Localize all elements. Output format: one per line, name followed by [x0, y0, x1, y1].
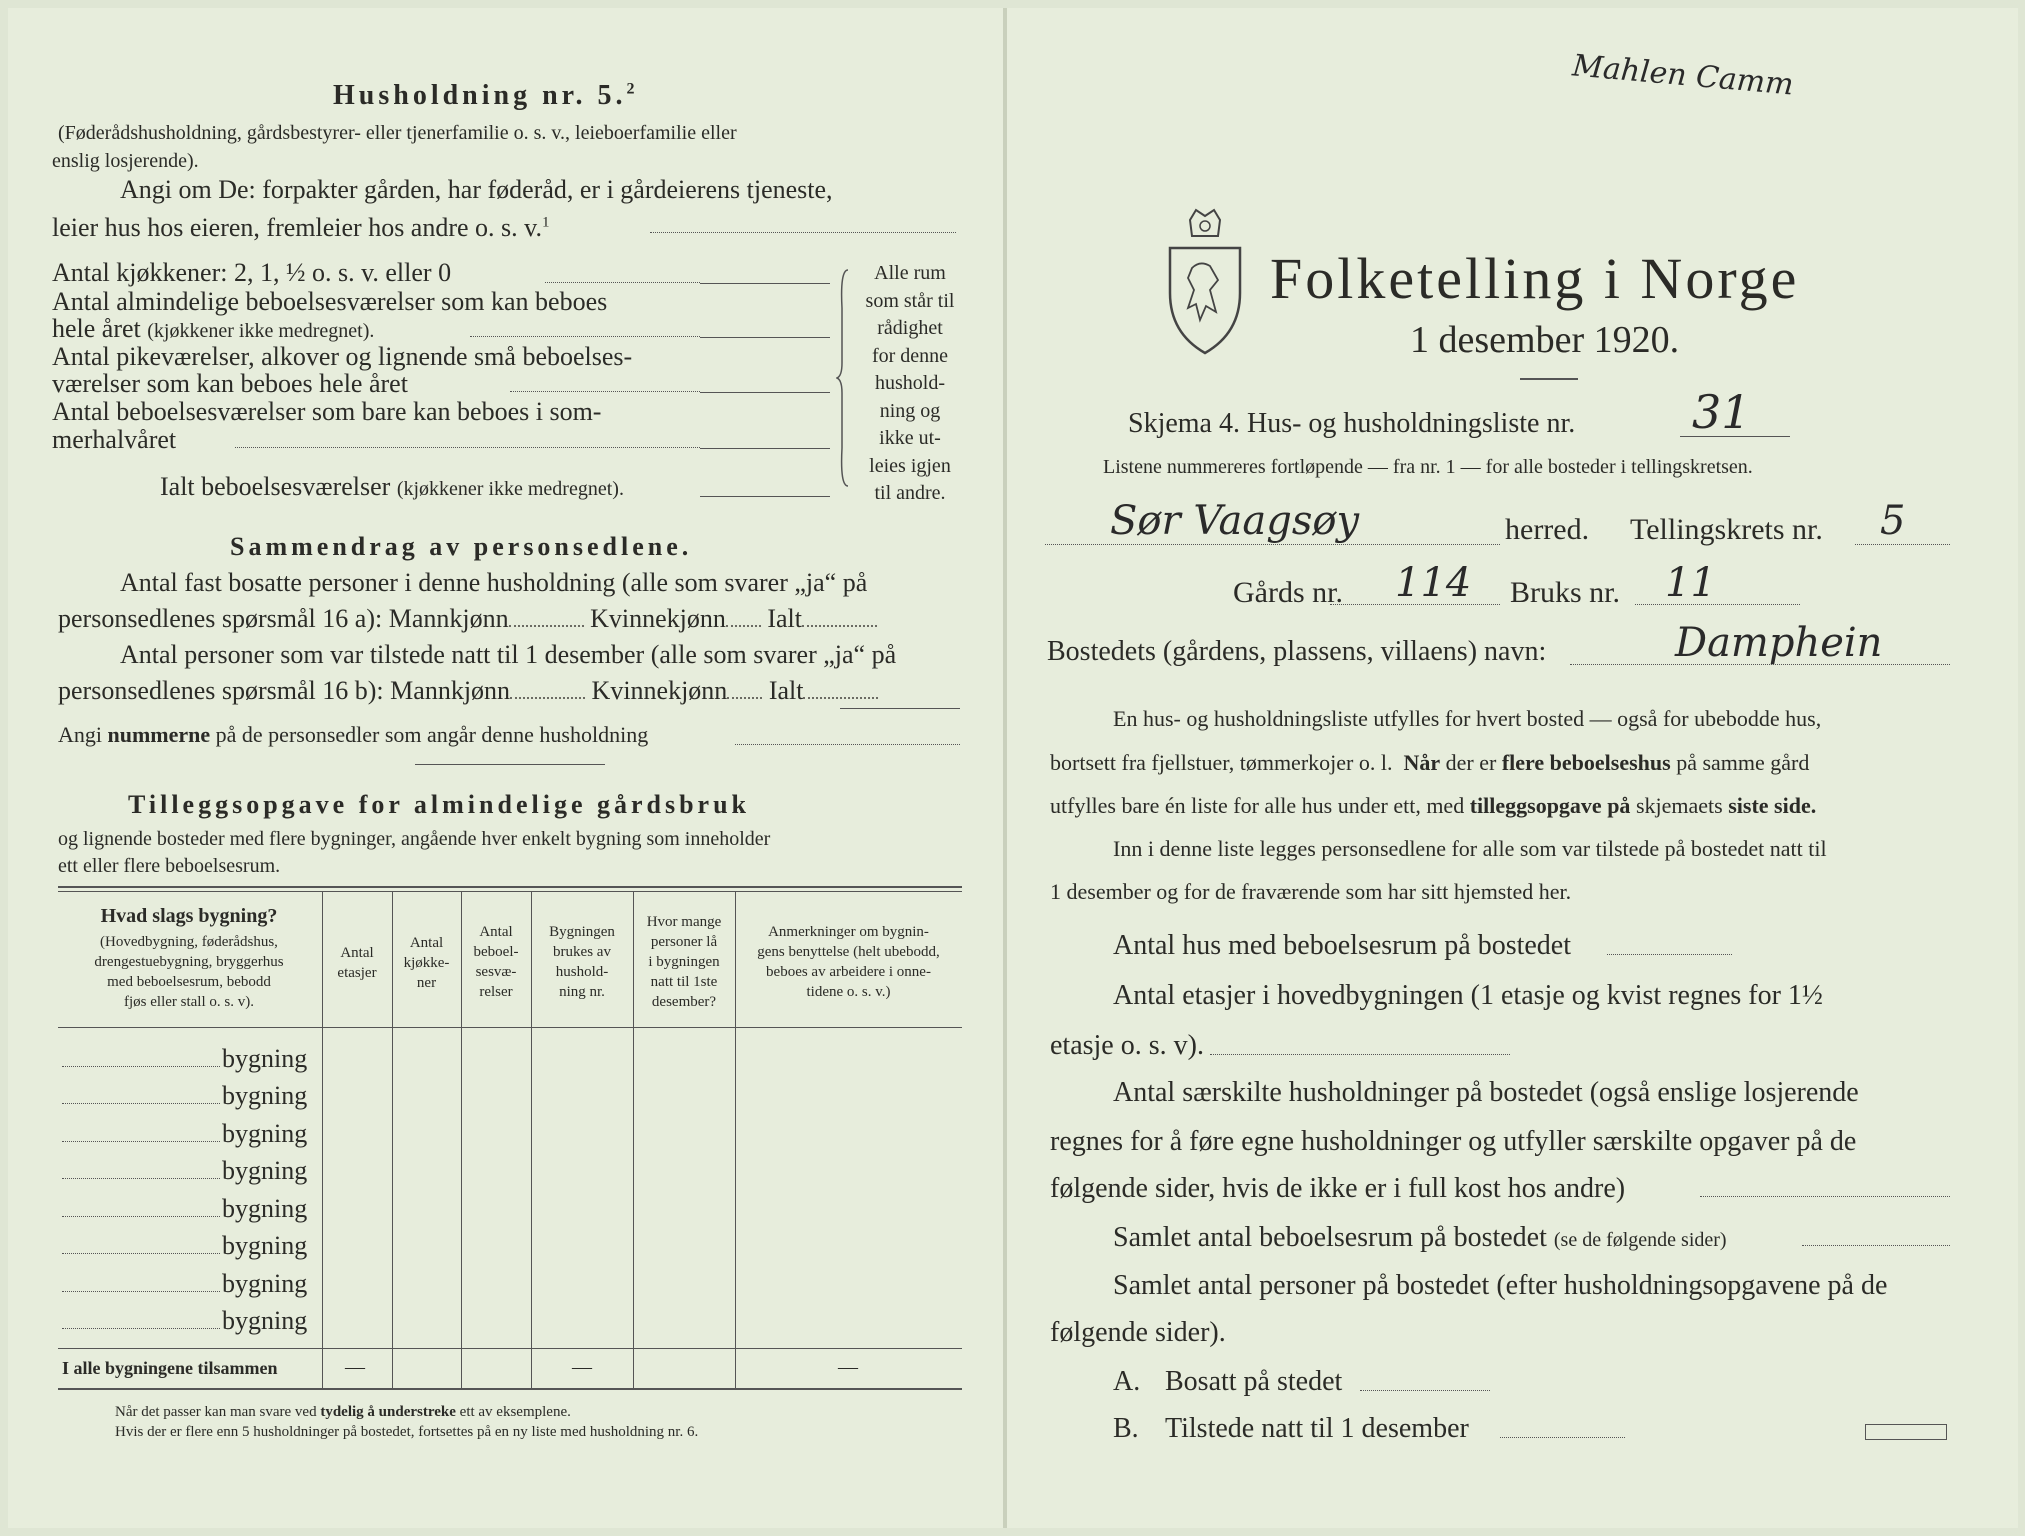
- side-note: Alle rum som står til rådighet for denne hushold- ning og ikke ut- leies igjen til andre.: [865, 262, 955, 504]
- table-row-7-label: bygning: [222, 1269, 308, 1298]
- bruks-value[interactable]: 11: [1665, 560, 1716, 606]
- summary-line-1: Antal fast bosatte personer i denne husholdning (alle som svarer „ja“ på: [120, 568, 868, 597]
- list-number[interactable]: 31: [1692, 385, 1751, 439]
- table-total-border: [58, 1348, 962, 1349]
- household-note-1: (Føderådshusholdning, gårdsbestyrer- eller tjenerfamilie o. s. v., leieboerfamilie eller: [58, 122, 737, 144]
- coat-of-arms-icon: [1160, 208, 1250, 358]
- q-b-label: Tilstede natt til 1 desember: [1165, 1413, 1469, 1444]
- person-numbers-line[interactable]: [735, 744, 960, 745]
- table-top-border-2: [58, 891, 962, 892]
- gards-label: Gårds nr.: [1233, 576, 1343, 609]
- table-row-2-label: bygning: [222, 1081, 308, 1110]
- extra-line-1: og lignende bosteder med flere bygninger, angående hver enkelt bygning som inneholder: [58, 828, 771, 850]
- table-row-6-label: bygning: [222, 1231, 308, 1260]
- q-floors-a: Antal etasjer i hovedbygningen (1 etasje og kvist regnes for 1½: [1113, 980, 1823, 1011]
- footnote-1: Når det passer kan man svare ved tydelig å understreke ett av eksemplene.: [115, 1404, 571, 1420]
- summary-line-3: Antal personer som var tilstede natt til 1 desember (alle som svarer „ja“ på: [120, 640, 897, 669]
- list-number-line: [1680, 436, 1790, 437]
- q-a-label: Bosatt på stedet: [1165, 1366, 1343, 1397]
- col-header-rooms: Antal beboel- sesvæ- relser: [473, 924, 519, 1000]
- skjema-label: Skjema 4. Hus- og husholdningsliste nr.: [1128, 408, 1576, 439]
- gards-value[interactable]: 114: [1395, 560, 1472, 606]
- extra-title: Tilleggsopgave for almindelige gårdsbruk: [128, 790, 751, 819]
- angi-line-1: Angi om De: forpakter gården, har føderåd, er i gårdeierens tjeneste,: [120, 175, 833, 204]
- col-header-building-sub: (Hovedbygning, føderådshus, drengestuebygning, bryggerhus med beboelsesrum, bebodd fjøs eller stall o. s. v).: [94, 934, 284, 1010]
- bosted-line: [1570, 664, 1950, 665]
- table-row-8-input[interactable]: [62, 1328, 220, 1329]
- rooms-small-b: værelser som kan beboes hele året: [52, 369, 408, 398]
- herred-value[interactable]: Sør Vaagsøy: [1110, 498, 1360, 544]
- summary-line-4: personsedlenes spørsmål 16 b): Mannkjønn Kvinnekjønn Ialt: [58, 676, 878, 706]
- bosted-label: Bostedets (gårdens, plassens, villaens) navn:: [1047, 636, 1547, 667]
- summary-total-underline: [840, 708, 960, 709]
- instr-line-2: bortsett fra fjellstuer, tømmerkojer o. l. Når der er flere beboelseshus på samme gård: [1050, 750, 1810, 775]
- summer-dots: [235, 447, 700, 448]
- col-header-floors: Antal etasjer: [337, 945, 377, 981]
- handwritten-signature: Mahlen Camm: [1570, 48, 1795, 103]
- tellingskrets-value[interactable]: 5: [1880, 498, 1906, 544]
- summary-line-5: Angi nummerne på de personsedler som angår denne husholdning: [58, 722, 649, 747]
- table-row-4-input[interactable]: [62, 1178, 220, 1179]
- table-top-border: [58, 886, 962, 888]
- bruks-line: [1635, 604, 1800, 605]
- q-households-line[interactable]: [1700, 1196, 1950, 1197]
- household-title: Husholdning nr. 5.$^2$: [333, 80, 639, 111]
- col-header-remarks: Anmerkninger om bygnin- gens benyttelse (helt ubebodd, beboes av arbeidere i onne- tidene o. s. v.): [757, 924, 940, 1000]
- title-divider: [1520, 378, 1578, 380]
- tellingskrets-line: [1855, 544, 1950, 545]
- page-fold: [1003, 8, 1007, 1528]
- angi-line-2: leier hus hos eieren, fremleier hos andre o. s. v.$^1$: [52, 213, 550, 242]
- q-a-line[interactable]: [1360, 1390, 1490, 1391]
- table-row-1-label: bygning: [222, 1044, 308, 1073]
- household-note-2: enslig losjerende).: [52, 150, 199, 172]
- instr-line-5: 1 desember og for de fraværende som har sitt hjemsted her.: [1050, 879, 1572, 904]
- rooms-small-a: Antal pikeværelser, alkover og lignende små beboelses-: [52, 342, 633, 371]
- rooms-ordinary-a: Antal almindelige beboelsesværelser som kan beboes: [52, 287, 608, 316]
- kitchens-dots: [545, 282, 700, 283]
- rooms-summer-a: Antal beboelsesværelser som bare kan beboes i som-: [52, 397, 602, 426]
- table-row-6-input[interactable]: [62, 1253, 220, 1254]
- col-header-building: Hvad slags bygning?: [100, 905, 278, 927]
- total-household-dash: —: [572, 1356, 592, 1378]
- table-row-4-label: bygning: [222, 1156, 308, 1185]
- gards-line: [1330, 604, 1500, 605]
- q-households-a: Antal særskilte husholdninger på bostedet (også enslige losjerende: [1113, 1077, 1859, 1108]
- bruks-label: Bruks nr.: [1510, 576, 1621, 609]
- table-row-2-input[interactable]: [62, 1103, 220, 1104]
- document-title: Folketelling i Norge: [1270, 246, 1800, 311]
- q-households-b: regnes for å føre egne husholdninger og utfyller særskilte opgaver på de: [1050, 1126, 1857, 1157]
- footnote-2: Hvis der er flere enn 5 husholdninger på bostedet, fortsettes på en ny liste med husholdning nr. 6.: [115, 1424, 699, 1440]
- listene-note: Listene nummereres fortløpende — fra nr. 1 — for alle bosteder i tellingskretsen.: [1103, 456, 1753, 478]
- q-total-persons-a: Samlet antal personer på bostedet (efter husholdningsopgavene på de: [1113, 1270, 1888, 1301]
- q-houses-line[interactable]: [1607, 954, 1732, 955]
- extra-line-2: ett eller flere beboelsesrum.: [58, 855, 281, 877]
- rooms-total: Ialt beboelsesværelser (kjøkkener ikke medregnet).: [160, 472, 624, 501]
- summary-line-2: personsedlenes spørsmål 16 a): Mannkjønn Kvinnekjønn Ialt: [58, 604, 877, 634]
- bosted-value[interactable]: Damphein: [1675, 620, 1883, 666]
- q-total-rooms: Samlet antal beboelsesrum på bostedet (se de følgende sider): [1113, 1222, 1727, 1253]
- instr-line-1: En hus- og husholdningsliste utfylles for hvert bosted — også for ubebodde hus,: [1113, 706, 1822, 731]
- printer-stamp: [1865, 1424, 1947, 1440]
- ordinary-answer-line[interactable]: [700, 337, 830, 338]
- q-households-c: følgende sider, hvis de ikke er i full kost hos andre): [1050, 1173, 1626, 1204]
- small-dots: [510, 391, 700, 392]
- q-b-letter: B.: [1113, 1413, 1139, 1444]
- col-header-persons: Hvor mange personer lå i bygningen natt til 1ste desember?: [646, 914, 722, 1010]
- table-row-3-label: bygning: [222, 1119, 308, 1148]
- table-row-5-input[interactable]: [62, 1216, 220, 1217]
- ordinary-dots: [470, 336, 700, 337]
- rooms-kitchens: Antal kjøkkener: 2, 1, ½ o. s. v. eller 0: [52, 258, 452, 287]
- q-houses: Antal hus med beboelsesrum på bostedet: [1113, 930, 1572, 961]
- table-row-8-label: bygning: [222, 1306, 308, 1335]
- table-total-label: I alle bygningene tilsammen: [62, 1358, 278, 1378]
- tellingskrets-label: Tellingskrets nr.: [1630, 513, 1823, 546]
- col-header-household: Bygningen brukes av hushold- ning nr.: [549, 924, 615, 1000]
- summary-title: Sammendrag av personsedlene.: [230, 532, 693, 561]
- total-floors-dash: —: [345, 1356, 365, 1378]
- q-floors-b: etasje o. s. v).: [1050, 1030, 1204, 1061]
- instr-line-4: Inn i denne liste legges personsedlene for alle som var tilstede på bostedet natt til: [1113, 836, 1827, 861]
- q-total-rooms-line[interactable]: [1802, 1245, 1950, 1246]
- table-row-7-input[interactable]: [62, 1291, 220, 1292]
- table-header-border: [58, 1027, 962, 1028]
- brace-icon: [836, 268, 856, 488]
- small-answer-line[interactable]: [700, 392, 830, 393]
- table-row-1-input[interactable]: [62, 1066, 220, 1067]
- angi-answer-line[interactable]: [650, 232, 956, 233]
- table-row-5-label: bygning: [222, 1194, 308, 1223]
- q-total-persons-b: følgende sider).: [1050, 1317, 1226, 1348]
- q-b-line[interactable]: [1500, 1437, 1625, 1438]
- total-rooms-answer-line[interactable]: [700, 496, 830, 497]
- total-remarks-dash: —: [838, 1356, 858, 1378]
- document-date: 1 desember 1920.: [1410, 319, 1680, 361]
- kitchens-answer-line[interactable]: [700, 283, 830, 284]
- q-a-letter: A.: [1113, 1366, 1141, 1397]
- rooms-ordinary-b: hele året (kjøkkener ikke medregnet).: [52, 314, 375, 343]
- summer-answer-line[interactable]: [700, 448, 830, 449]
- herred-line: [1045, 544, 1500, 545]
- section-divider: [415, 764, 605, 765]
- table-row-3-input[interactable]: [62, 1141, 220, 1142]
- q-floors-line[interactable]: [1210, 1054, 1510, 1055]
- col-header-kitchens: Antal kjøkke- ner: [403, 935, 450, 991]
- table-bottom-border: [58, 1388, 962, 1390]
- rooms-summer-b: merhalvåret: [52, 425, 177, 454]
- instr-line-3: utfylles bare én liste for alle hus under ett, med tilleggsopgave på skjemaets siste side.: [1050, 793, 1817, 818]
- herred-label: herred.: [1505, 513, 1590, 546]
